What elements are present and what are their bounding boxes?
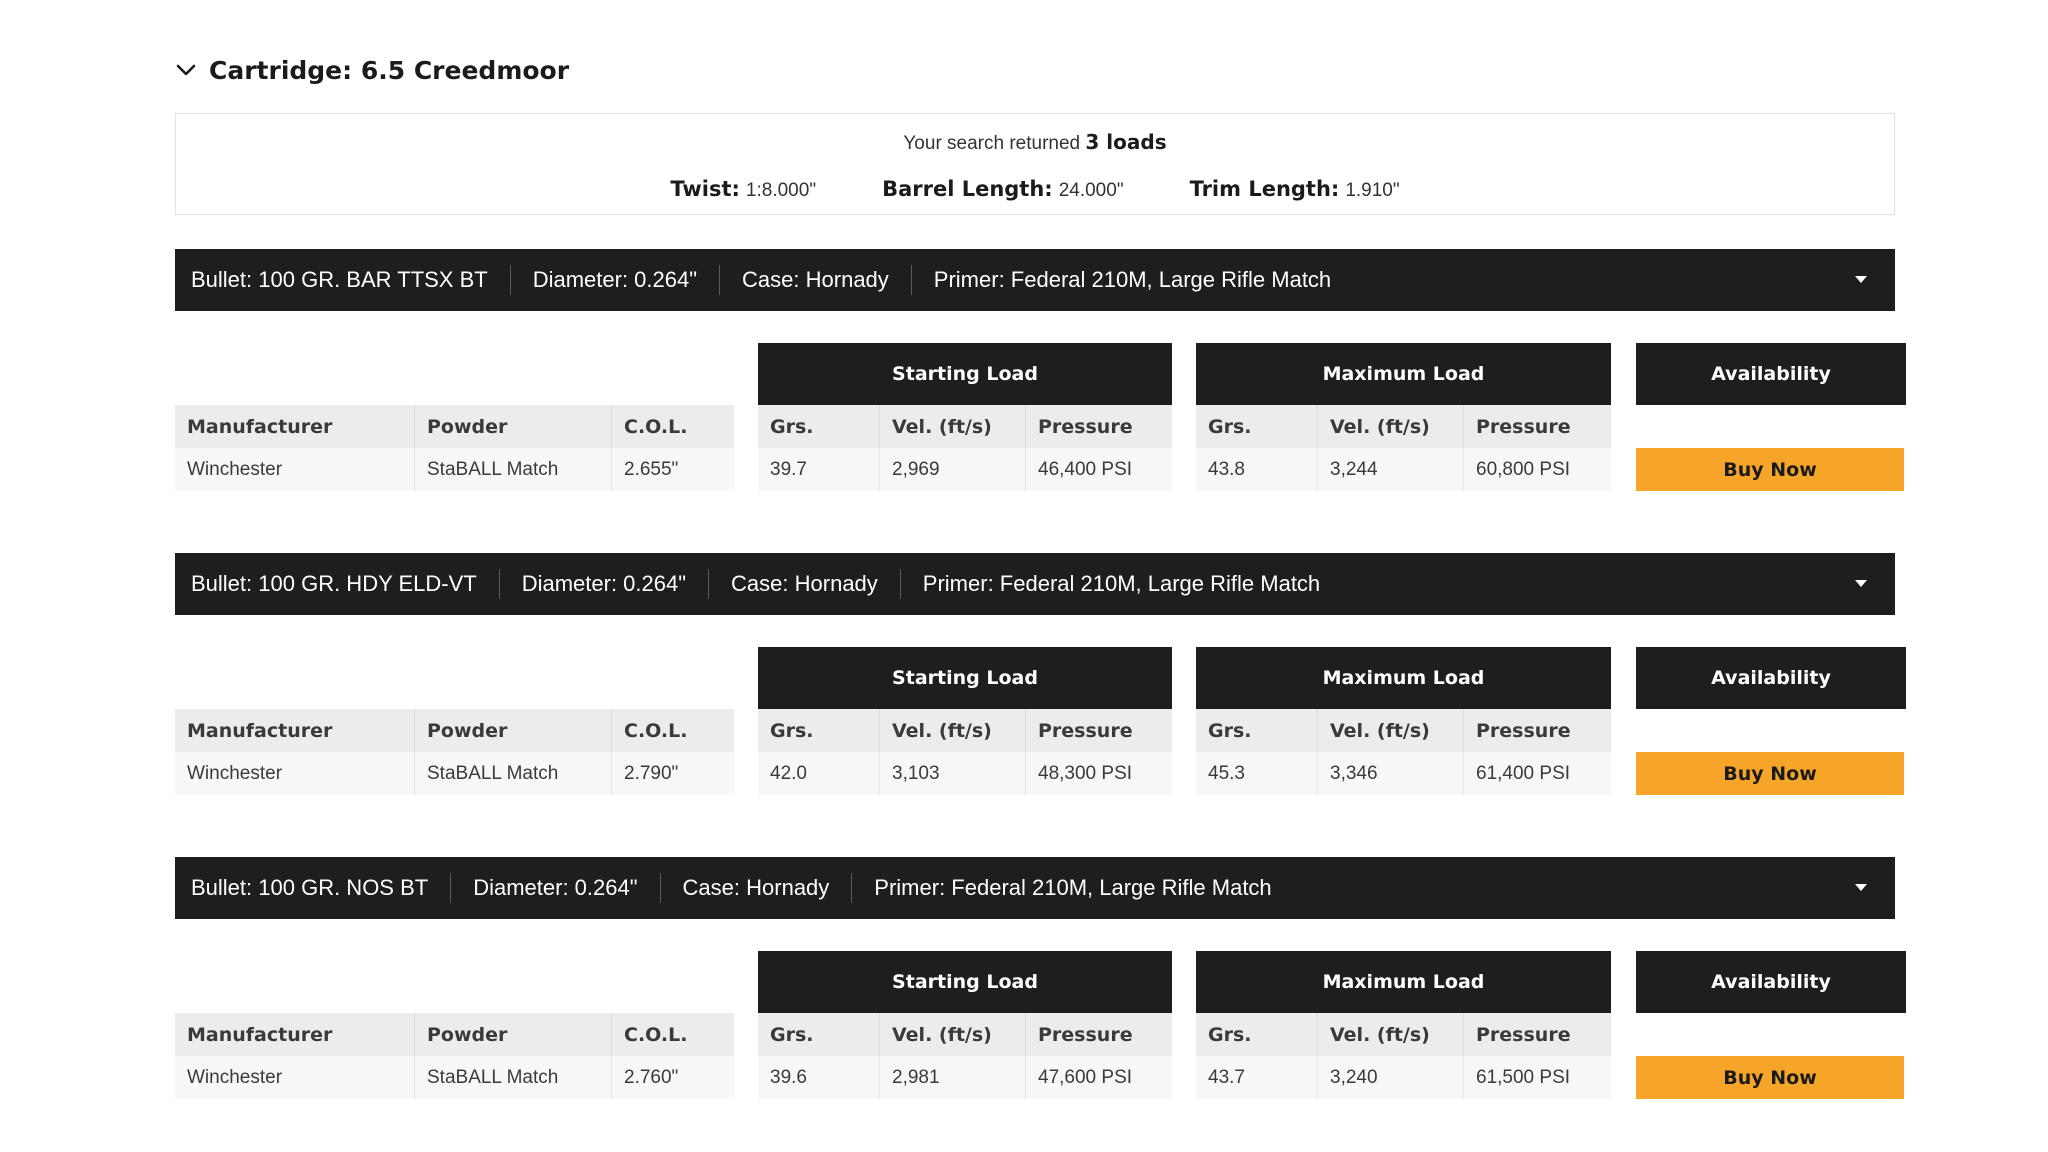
vel-header: Vel. (ft/s): [1318, 1013, 1464, 1056]
max-vel-value: 3,346: [1318, 752, 1464, 795]
trim-length-spec: [1190, 177, 1400, 202]
starting-load-header: Starting Load: [758, 951, 1172, 1013]
start-pressure-value: 47,600 PSI: [1026, 1056, 1172, 1099]
load-info-table: [175, 405, 734, 491]
search-result-count: [176, 130, 1894, 155]
twist-value: 1:8.000": [745, 180, 817, 201]
bullet-bar-toggle[interactable]: [175, 249, 1895, 311]
manufacturer-header: Manufacturer: [175, 405, 415, 448]
max-grs-column: [1196, 405, 1318, 491]
col-header: C.O.L.: [612, 1013, 734, 1056]
bullet-name: Bullet: 100 GR. NOS BT: [191, 875, 429, 900]
max-pressure-value: 61,500 PSI: [1464, 1056, 1611, 1099]
caret-down-icon[interactable]: [1855, 580, 1867, 587]
vel-header: Vel. (ft/s): [880, 709, 1026, 752]
search-summary: [175, 113, 1895, 215]
start-grs-value: 42.0: [758, 752, 880, 795]
trim-length-value: 1.910": [1345, 180, 1400, 201]
availability-header: Availability: [1636, 951, 1906, 1013]
bullet-name: Bullet: 100 GR. HDY ELD-VT: [191, 571, 477, 596]
case-name: Case: Hornady: [660, 873, 852, 903]
max-pressure-value: 61,400 PSI: [1464, 752, 1611, 795]
max-vel-column: [1318, 709, 1464, 795]
start-grs-column: [758, 709, 880, 795]
grs-header: Grs.: [758, 1013, 880, 1056]
col-value: 2.655": [612, 448, 734, 491]
caret-down-icon[interactable]: [1855, 276, 1867, 283]
max-grs-value: 43.7: [1196, 1056, 1318, 1099]
twist-spec: [670, 177, 816, 202]
powder-value: StaBALL Match: [415, 448, 612, 491]
col-header: C.O.L.: [612, 405, 734, 448]
powder-value: StaBALL Match: [415, 1056, 612, 1099]
powder-column: [415, 1013, 612, 1099]
load-info-table: [175, 1013, 734, 1099]
grs-header: Grs.: [1196, 405, 1318, 448]
cartridge-toggle[interactable]: [175, 50, 569, 90]
result-prefix: Your search returned: [903, 133, 1081, 154]
max-vel-column: [1318, 1013, 1464, 1099]
start-vel-column: [880, 1013, 1026, 1099]
twist-label: Twist:: [670, 177, 740, 201]
starting-load-header: Starting Load: [758, 343, 1172, 405]
pressure-header: Pressure: [1464, 1013, 1611, 1056]
maximum-load-header: Maximum Load: [1196, 951, 1611, 1013]
result-count: 3 loads: [1085, 130, 1167, 154]
start-pressure-column: [1026, 1013, 1172, 1099]
max-vel-column: [1318, 405, 1464, 491]
cartridge-title: Cartridge: 6.5 Creedmoor: [209, 55, 570, 85]
manufacturer-value: Winchester: [175, 1056, 415, 1099]
maximum-load-header: Maximum Load: [1196, 343, 1611, 405]
grs-header: Grs.: [1196, 1013, 1318, 1056]
vel-header: Vel. (ft/s): [880, 405, 1026, 448]
maximum-load-table: [1196, 709, 1611, 795]
starting-load-table: [758, 709, 1172, 795]
barrel-length-value: 24.000": [1058, 180, 1124, 201]
powder-value: StaBALL Match: [415, 752, 612, 795]
start-vel-value: 2,981: [880, 1056, 1026, 1099]
buy-now-button[interactable]: Buy Now: [1636, 752, 1904, 795]
start-vel-value: 3,103: [880, 752, 1026, 795]
max-grs-value: 45.3: [1196, 752, 1318, 795]
trim-length-label: Trim Length:: [1189, 177, 1340, 201]
load-info-table: [175, 709, 734, 795]
powder-header: Powder: [415, 405, 612, 448]
start-pressure-column: [1026, 405, 1172, 491]
max-vel-value: 3,240: [1318, 1056, 1464, 1099]
start-pressure-column: [1026, 709, 1172, 795]
start-vel-column: [880, 405, 1026, 491]
maximum-load-header: Maximum Load: [1196, 647, 1611, 709]
manufacturer-value: Winchester: [175, 448, 415, 491]
powder-header: Powder: [415, 1013, 612, 1056]
maximum-load-table: [1196, 1013, 1611, 1099]
pressure-header: Pressure: [1026, 1013, 1172, 1056]
grs-header: Grs.: [1196, 709, 1318, 752]
starting-load-table: [758, 405, 1172, 491]
start-vel-column: [880, 709, 1026, 795]
primer-name: Primer: Federal 210M, Large Rifle Match: [851, 873, 1293, 903]
max-vel-value: 3,244: [1318, 448, 1464, 491]
pressure-header: Pressure: [1026, 709, 1172, 752]
chevron-down-icon: [175, 59, 197, 81]
manufacturer-header: Manufacturer: [175, 1013, 415, 1056]
barrel-length-spec: [882, 177, 1124, 202]
bullet-diameter: Diameter: 0.264": [510, 265, 719, 295]
case-name: Case: Hornady: [708, 569, 900, 599]
starting-load-header: Starting Load: [758, 647, 1172, 709]
grs-header: Grs.: [758, 709, 880, 752]
manufacturer-column: [175, 405, 415, 491]
maximum-load-table: [1196, 405, 1611, 491]
primer-name: Primer: Federal 210M, Large Rifle Match: [911, 265, 1353, 295]
max-pressure-column: [1464, 1013, 1611, 1099]
max-grs-column: [1196, 1013, 1318, 1099]
starting-load-table: [758, 1013, 1172, 1099]
vel-header: Vel. (ft/s): [880, 1013, 1026, 1056]
pressure-header: Pressure: [1026, 405, 1172, 448]
start-grs-column: [758, 405, 880, 491]
bullet-bar-toggle[interactable]: [175, 553, 1895, 615]
availability-header: Availability: [1636, 343, 1906, 405]
max-pressure-column: [1464, 709, 1611, 795]
max-pressure-value: 60,800 PSI: [1464, 448, 1611, 491]
start-pressure-value: 48,300 PSI: [1026, 752, 1172, 795]
grs-header: Grs.: [758, 405, 880, 448]
vel-header: Vel. (ft/s): [1318, 405, 1464, 448]
col-header: C.O.L.: [612, 709, 734, 752]
col-column: [612, 1013, 734, 1099]
pressure-header: Pressure: [1464, 405, 1611, 448]
col-column: [612, 709, 734, 795]
caret-down-icon[interactable]: [1855, 884, 1867, 891]
buy-now-button[interactable]: Buy Now: [1636, 1056, 1904, 1099]
bullet-diameter: Diameter: 0.264": [499, 569, 708, 599]
manufacturer-column: [175, 709, 415, 795]
manufacturer-column: [175, 1013, 415, 1099]
bullet-name: Bullet: 100 GR. BAR TTSX BT: [191, 267, 488, 292]
buy-now-button[interactable]: Buy Now: [1636, 448, 1904, 491]
bullet-diameter: Diameter: 0.264": [450, 873, 659, 903]
col-column: [612, 405, 734, 491]
max-grs-value: 43.8: [1196, 448, 1318, 491]
manufacturer-header: Manufacturer: [175, 709, 415, 752]
start-grs-value: 39.6: [758, 1056, 880, 1099]
start-pressure-value: 46,400 PSI: [1026, 448, 1172, 491]
primer-name: Primer: Federal 210M, Large Rifle Match: [900, 569, 1342, 599]
max-grs-column: [1196, 709, 1318, 795]
col-value: 2.790": [612, 752, 734, 795]
rifle-specs: [176, 177, 1894, 202]
case-name: Case: Hornady: [719, 265, 911, 295]
vel-header: Vel. (ft/s): [1318, 709, 1464, 752]
start-vel-value: 2,969: [880, 448, 1026, 491]
barrel-length-label: Barrel Length:: [882, 177, 1053, 201]
powder-column: [415, 709, 612, 795]
powder-header: Powder: [415, 709, 612, 752]
col-value: 2.760": [612, 1056, 734, 1099]
start-grs-value: 39.7: [758, 448, 880, 491]
manufacturer-value: Winchester: [175, 752, 415, 795]
max-pressure-column: [1464, 405, 1611, 491]
availability-header: Availability: [1636, 647, 1906, 709]
bullet-bar-toggle[interactable]: [175, 857, 1895, 919]
pressure-header: Pressure: [1464, 709, 1611, 752]
powder-column: [415, 405, 612, 491]
start-grs-column: [758, 1013, 880, 1099]
